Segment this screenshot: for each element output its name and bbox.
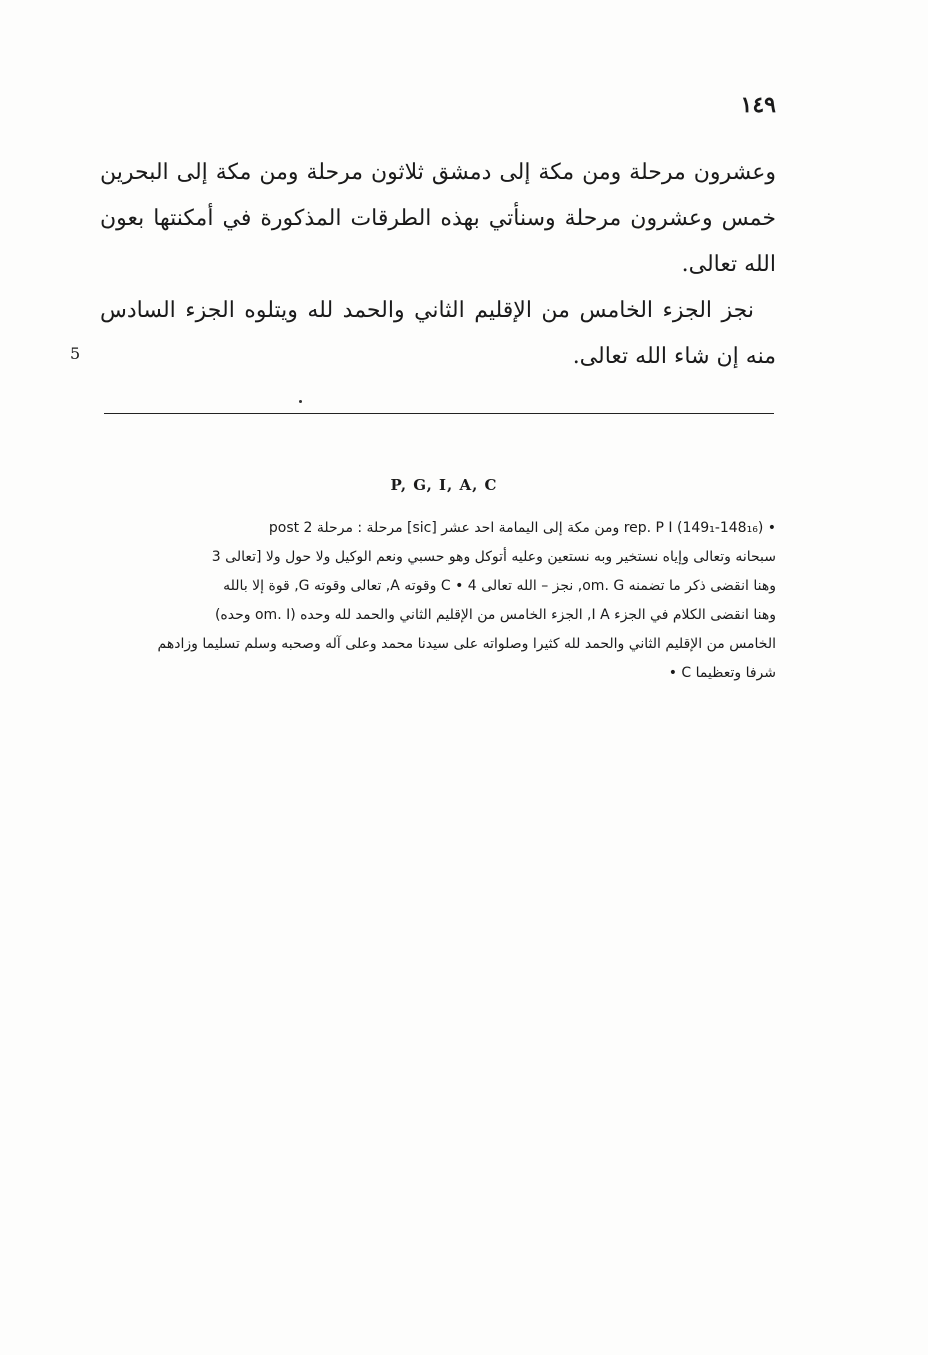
main-paragraph-2: نجز الجزء الخامس من الإقليم الثاني والحمد لله ويتلوه الجزء السادس منه إن شاء الله تعالى. (100, 298, 776, 369)
page-number: ١٤٩ (740, 92, 776, 118)
apparatus-line: سبحانه وتعالى وإياه نستخير وبه نستعين وعليه أتوكل وهو حسبي ونعم الوكيل ولا حول ولا [تعالى 3 (211, 549, 776, 565)
apparatus-line: وهنا انقضى الكلام في الجزء I A, الجزء الخامس من الإقليم الثاني والحمد لله وحده (om. I وحده) (214, 607, 776, 623)
apparatus-line: شرفا وتعظيما C • (668, 665, 776, 681)
footnote-divider (104, 413, 774, 414)
apparatus-sigla: P, G, I, A, C (390, 476, 498, 494)
apparatus-line: وهنا انقضى ذكر ما تضمنه om. G, نجز – الله تعالى 4 • C وقوته A, تعالى وقوته G, قوة إلا بالله (223, 578, 776, 594)
ink-speck (299, 400, 302, 403)
critical-apparatus (100, 514, 776, 688)
main-paragraph-1: وعشرون مرحلة ومن مكة إلى دمشق ثلاثون مرحلة ومن مكة إلى البحرين خمس وعشرون مرحلة وسنأتي بهذه الطرقات المذكورة في أمكنتها بعون الله تعالى. (100, 160, 776, 277)
apparatus-line: • (149₁-148₁₆) rep. P I ومن مكة إلى اليمامة احد عشر [sic] مرحلة : مرحلة post 2 (268, 520, 776, 536)
main-text-body (100, 150, 776, 380)
line-number-marker: 5 (70, 344, 81, 363)
apparatus-line: الخامس من الإقليم الثاني والحمد لله كثيرا وصلواته على سيدنا محمد وعلى آله وصحبه وسلم تسليما وزادهم (157, 636, 776, 652)
